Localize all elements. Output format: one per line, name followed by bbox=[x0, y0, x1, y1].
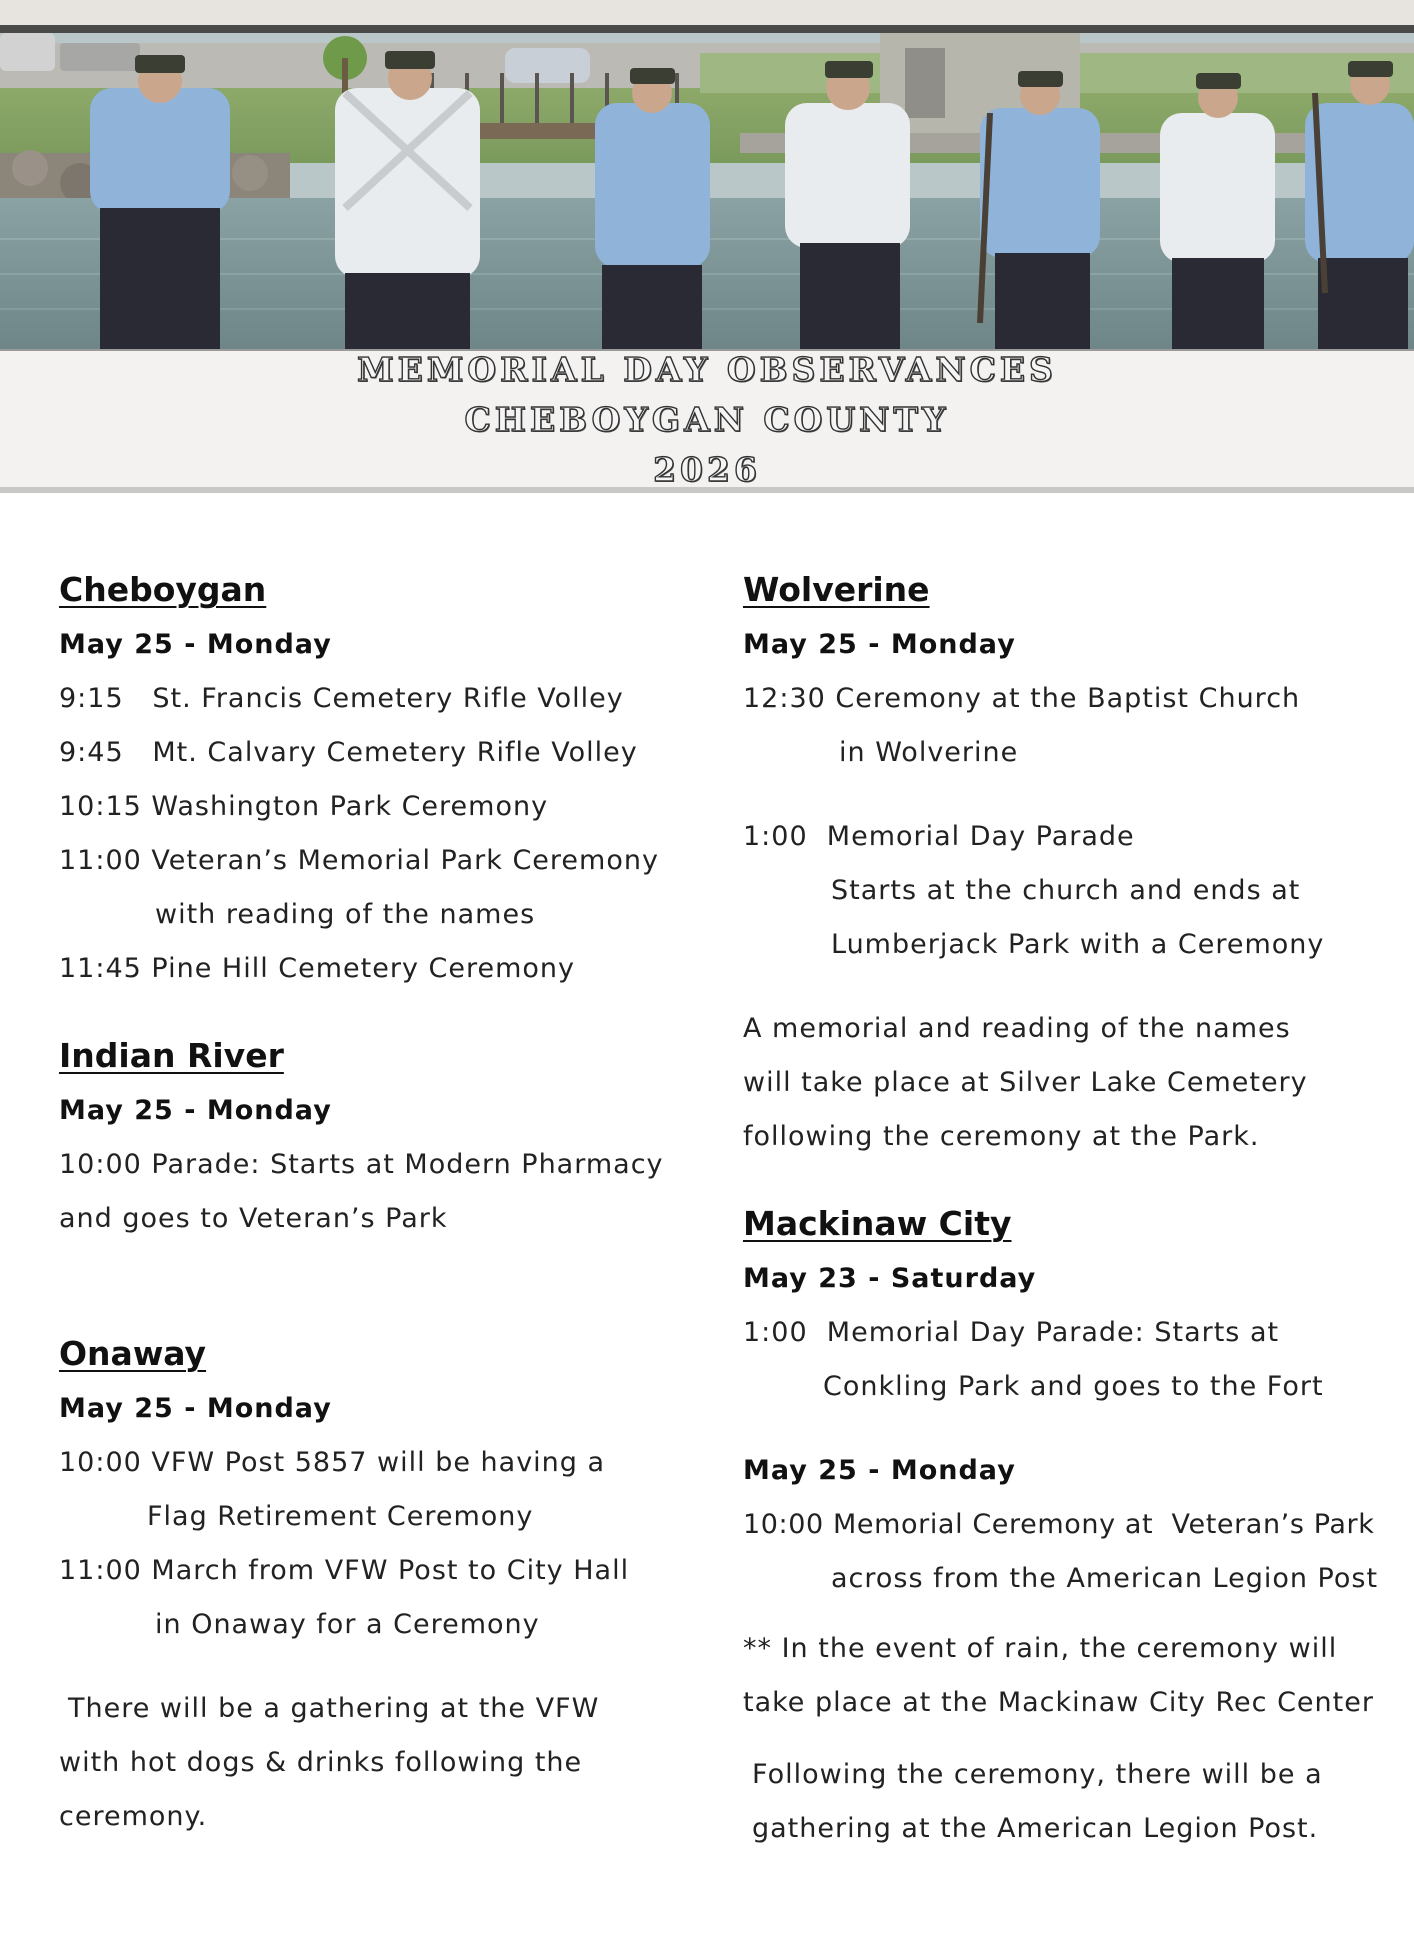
top-strip bbox=[0, 0, 1414, 25]
event-line-continued: with reading of the names bbox=[155, 899, 536, 930]
page-title-line-1: MEMORIAL DAY OBSERVANCES bbox=[357, 350, 1057, 389]
note-line: Following the ceremony, there will be a bbox=[752, 1759, 1323, 1790]
page-title-year: 2026 bbox=[653, 450, 761, 489]
rain-note-line: take place at the Mackinaw City Rec Center bbox=[743, 1687, 1374, 1718]
section-heading-onaway: Onaway bbox=[59, 1334, 207, 1373]
event-line-continued: Lumberjack Park with a Ceremony bbox=[831, 929, 1325, 960]
event-line: 11:00 Veteran’s Memorial Park Ceremony bbox=[59, 845, 659, 876]
event-date: May 25 - Monday bbox=[59, 629, 332, 660]
section-heading-mackinaw-city: Mackinaw City bbox=[743, 1204, 1012, 1243]
event-date: May 25 - Monday bbox=[59, 1393, 332, 1424]
event-date: May 23 - Saturday bbox=[743, 1263, 1037, 1294]
event-line: 1:00 Memorial Day Parade: Starts at bbox=[743, 1317, 1280, 1348]
event-line: 10:00 Memorial Ceremony at Veteran’s Park bbox=[743, 1509, 1375, 1540]
note-line: A memorial and reading of the names bbox=[743, 1013, 1291, 1044]
event-line: 12:30 Ceremony at the Baptist Church bbox=[743, 683, 1301, 714]
event-line: 10:15 Washington Park Ceremony bbox=[59, 791, 549, 822]
event-line-continued: Conkling Park and goes to the Fort bbox=[823, 1371, 1324, 1402]
left-column bbox=[59, 562, 699, 1844]
event-line: 9:15 St. Francis Cemetery Rifle Volley bbox=[59, 683, 624, 714]
section-heading-indian-river: Indian River bbox=[59, 1036, 284, 1075]
note-line: gathering at the American Legion Post. bbox=[752, 1813, 1319, 1844]
page-title-line-2: CHEBOYGAN COUNTY bbox=[464, 400, 950, 439]
event-date: May 25 - Monday bbox=[59, 1095, 332, 1126]
event-line-continued: across from the American Legion Post bbox=[831, 1563, 1379, 1594]
rain-note-line: ** In the event of rain, the ceremony will bbox=[743, 1633, 1338, 1664]
event-line-continued: in Wolverine bbox=[839, 737, 1019, 768]
event-line: 10:00 VFW Post 5857 will be having a bbox=[59, 1447, 606, 1478]
note-line: ceremony. bbox=[59, 1801, 208, 1832]
note-line: with hot dogs & drinks following the bbox=[59, 1747, 583, 1778]
event-line: 11:00 March from VFW Post to City Hall bbox=[59, 1555, 630, 1586]
note-line: following the ceremony at the Park. bbox=[743, 1121, 1260, 1152]
header-rule bbox=[0, 25, 1414, 33]
event-line: 9:45 Mt. Calvary Cemetery Rifle Volley bbox=[59, 737, 638, 768]
event-line-continued: in Onaway for a Ceremony bbox=[155, 1609, 540, 1640]
event-line: 10:00 Parade: Starts at Modern Pharmacy bbox=[59, 1149, 664, 1180]
event-line: 11:45 Pine Hill Cemetery Ceremony bbox=[59, 953, 576, 984]
section-heading-cheboygan: Cheboygan bbox=[59, 570, 267, 609]
event-line-continued: Flag Retirement Ceremony bbox=[147, 1501, 534, 1532]
event-line: and goes to Veteran’s Park bbox=[59, 1203, 448, 1234]
honor-guard-photo bbox=[0, 33, 1414, 349]
event-line: 1:00 Memorial Day Parade bbox=[743, 821, 1135, 852]
event-line-continued: Starts at the church and ends at bbox=[831, 875, 1301, 906]
note-line: There will be a gathering at the VFW bbox=[68, 1693, 600, 1724]
note-line: will take place at Silver Lake Cemetery bbox=[743, 1067, 1308, 1098]
right-column bbox=[743, 562, 1403, 1856]
event-date: May 25 - Monday bbox=[743, 1455, 1016, 1486]
event-date: May 25 - Monday bbox=[743, 629, 1016, 660]
section-heading-wolverine: Wolverine bbox=[743, 570, 930, 609]
